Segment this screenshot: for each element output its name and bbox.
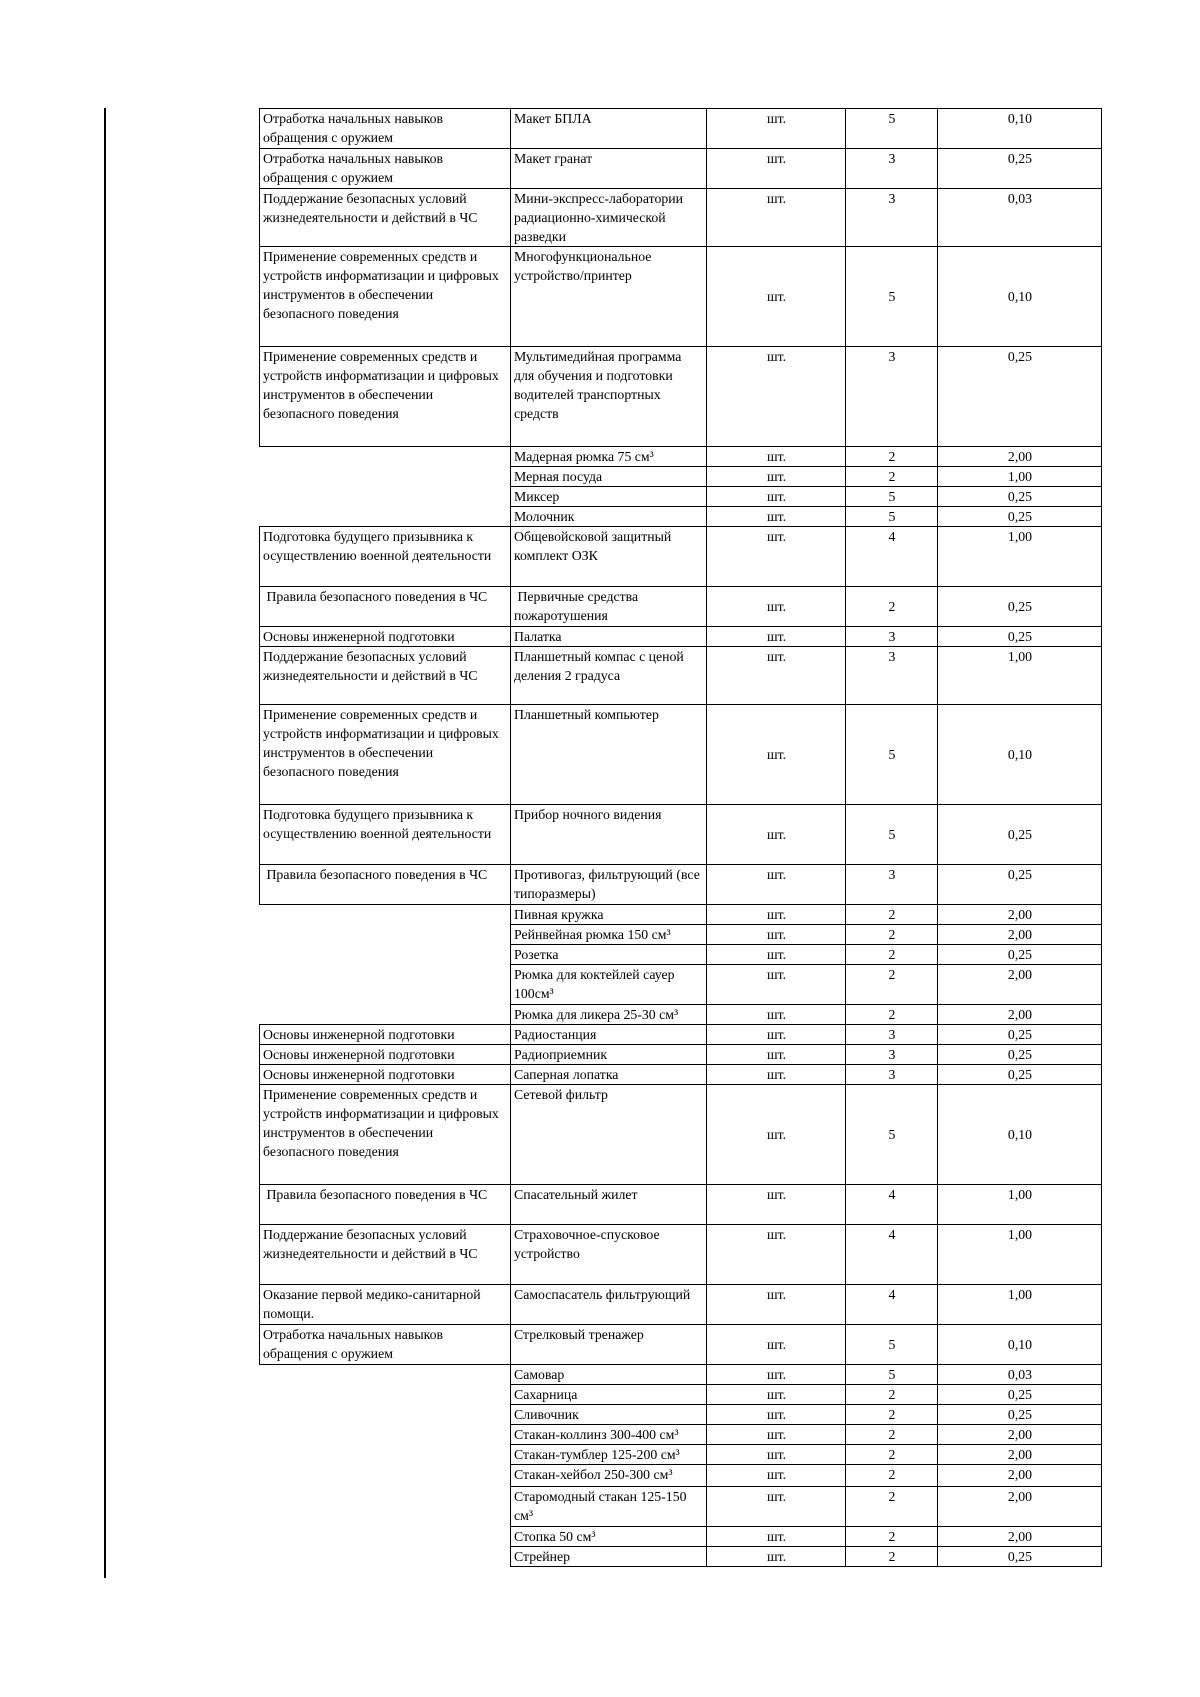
item-cell: Планшетный компьютер xyxy=(511,705,707,805)
quantity-cell: 2 xyxy=(846,1405,938,1425)
topic-cell: Поддержание безопасных условий жизнедеятельности и действий в ЧС xyxy=(260,1225,511,1285)
unit-cell: шт. xyxy=(707,149,846,189)
coefficient-cell: 2,00 xyxy=(938,925,1102,945)
coefficient-cell: 2,00 xyxy=(938,1445,1102,1465)
table-row xyxy=(260,1325,1102,1365)
quantity-cell: 2 xyxy=(846,587,938,627)
topic-cell: Поддержание безопасных условий жизнедеятельности и действий в ЧС xyxy=(260,647,511,705)
unit-cell: шт. xyxy=(707,965,846,1005)
unit-cell: шт. xyxy=(707,1445,846,1465)
coefficient-cell: 2,00 xyxy=(938,1425,1102,1445)
item-cell: Сахарница xyxy=(511,1385,707,1405)
quantity-cell: 3 xyxy=(846,1045,938,1065)
topic-cell: Отработка начальных навыков обращения с оружием xyxy=(260,1325,511,1365)
table-row xyxy=(260,587,1102,627)
table-row xyxy=(260,247,1102,347)
quantity-cell: 2 xyxy=(846,1385,938,1405)
coefficient-cell: 1,00 xyxy=(938,1185,1102,1225)
quantity-cell: 4 xyxy=(846,1285,938,1325)
topic-cell: Правила безопасного поведения в ЧС xyxy=(260,587,511,627)
unit-cell: шт. xyxy=(707,507,846,527)
item-cell: Мерная посуда xyxy=(511,467,707,487)
item-cell: Первичные средства пожаротушения xyxy=(511,587,707,627)
item-cell: Стакан-хейбол 250-300 см³ xyxy=(511,1465,707,1487)
topic-cell xyxy=(260,1365,511,1385)
topic-cell xyxy=(260,1005,511,1025)
table-row xyxy=(260,487,1102,507)
coefficient-cell: 1,00 xyxy=(938,1225,1102,1285)
coefficient-cell: 0,10 xyxy=(938,1085,1102,1185)
topic-cell: Правила безопасного поведения в ЧС xyxy=(260,1185,511,1225)
quantity-cell: 3 xyxy=(846,647,938,705)
table-row xyxy=(260,1487,1102,1527)
coefficient-cell: 0,25 xyxy=(938,945,1102,965)
coefficient-cell: 0,25 xyxy=(938,149,1102,189)
topic-cell: Применение современных средств и устройств информатизации и цифровых инструментов в обеспечении безопасного поведения xyxy=(260,247,511,347)
item-cell: Спасательный жилет xyxy=(511,1185,707,1225)
table-row xyxy=(260,1425,1102,1445)
coefficient-cell: 0,25 xyxy=(938,865,1102,905)
unit-cell: шт. xyxy=(707,1465,846,1487)
table-row xyxy=(260,1065,1102,1085)
item-cell: Мадерная рюмка 75 см³ xyxy=(511,447,707,467)
item-cell: Макет гранат xyxy=(511,149,707,189)
item-cell: Общевойсковой защитный комплект ОЗК xyxy=(511,527,707,587)
quantity-cell: 5 xyxy=(846,1365,938,1385)
item-cell: Радиостанция xyxy=(511,1025,707,1045)
unit-cell: шт. xyxy=(707,1365,846,1385)
table-row xyxy=(260,467,1102,487)
quantity-cell: 5 xyxy=(846,1325,938,1365)
coefficient-cell: 0,25 xyxy=(938,507,1102,527)
quantity-cell: 5 xyxy=(846,805,938,865)
item-cell: Сетевой фильтр xyxy=(511,1085,707,1185)
quantity-cell: 2 xyxy=(846,1465,938,1487)
table-row xyxy=(260,1005,1102,1025)
quantity-cell: 2 xyxy=(846,1547,938,1567)
coefficient-cell: 1,00 xyxy=(938,467,1102,487)
unit-cell: шт. xyxy=(707,467,846,487)
quantity-cell: 5 xyxy=(846,109,938,149)
coefficient-cell: 1,00 xyxy=(938,1285,1102,1325)
topic-cell: Отработка начальных навыков обращения с оружием xyxy=(260,109,511,149)
item-cell: Рейнвейная рюмка 150 см³ xyxy=(511,925,707,945)
unit-cell: шт. xyxy=(707,347,846,447)
table-row xyxy=(260,347,1102,447)
unit-cell: шт. xyxy=(707,1085,846,1185)
unit-cell: шт. xyxy=(707,705,846,805)
unit-cell: шт. xyxy=(707,647,846,705)
coefficient-cell: 2,00 xyxy=(938,1527,1102,1547)
coefficient-cell: 0,10 xyxy=(938,247,1102,347)
quantity-cell: 5 xyxy=(846,247,938,347)
quantity-cell: 2 xyxy=(846,1005,938,1025)
topic-cell: Правила безопасного поведения в ЧС xyxy=(260,865,511,905)
quantity-cell: 2 xyxy=(846,905,938,925)
item-cell: Палатка xyxy=(511,627,707,647)
topic-cell xyxy=(260,1547,511,1567)
unit-cell: шт. xyxy=(707,447,846,467)
item-cell: Мини-экспресс-лаборатории радиационно-химической разведки xyxy=(511,189,707,247)
coefficient-cell: 1,00 xyxy=(938,647,1102,705)
item-cell: Стрейнер xyxy=(511,1547,707,1567)
quantity-cell: 5 xyxy=(846,705,938,805)
item-cell: Мультимедийная программа для обучения и подготовки водителей транспортных средств xyxy=(511,347,707,447)
table-row xyxy=(260,1085,1102,1185)
unit-cell: шт. xyxy=(707,1005,846,1025)
equipment-table-container xyxy=(259,108,1101,1567)
unit-cell: шт. xyxy=(707,1025,846,1045)
table-row xyxy=(260,965,1102,1005)
topic-cell xyxy=(260,1405,511,1425)
coefficient-cell: 0,10 xyxy=(938,109,1102,149)
table-row xyxy=(260,1285,1102,1325)
coefficient-cell: 0,10 xyxy=(938,1325,1102,1365)
topic-cell xyxy=(260,925,511,945)
quantity-cell: 4 xyxy=(846,1225,938,1285)
coefficient-cell: 2,00 xyxy=(938,965,1102,1005)
topic-cell xyxy=(260,487,511,507)
coefficient-cell: 0,25 xyxy=(938,627,1102,647)
quantity-cell: 5 xyxy=(846,1085,938,1185)
unit-cell: шт. xyxy=(707,189,846,247)
table-row xyxy=(260,109,1102,149)
quantity-cell: 4 xyxy=(846,527,938,587)
topic-cell: Отработка начальных навыков обращения с оружием xyxy=(260,149,511,189)
equipment-table-body xyxy=(260,109,1102,1567)
quantity-cell: 3 xyxy=(846,347,938,447)
table-row xyxy=(260,1185,1102,1225)
topic-cell: Основы инженерной подготовки xyxy=(260,627,511,647)
table-row xyxy=(260,627,1102,647)
table-row xyxy=(260,447,1102,467)
item-cell: Самовар xyxy=(511,1365,707,1385)
quantity-cell: 2 xyxy=(846,1445,938,1465)
item-cell: Розетка xyxy=(511,945,707,965)
topic-cell xyxy=(260,1385,511,1405)
unit-cell: шт. xyxy=(707,865,846,905)
unit-cell: шт. xyxy=(707,805,846,865)
item-cell: Планшетный компас с ценой деления 2 градуса xyxy=(511,647,707,705)
unit-cell: шт. xyxy=(707,1547,846,1567)
coefficient-cell: 0,25 xyxy=(938,1065,1102,1085)
table-row xyxy=(260,527,1102,587)
coefficient-cell: 0,25 xyxy=(938,587,1102,627)
table-row xyxy=(260,1527,1102,1547)
table-row xyxy=(260,1225,1102,1285)
quantity-cell: 2 xyxy=(846,467,938,487)
item-cell: Прибор ночного видения xyxy=(511,805,707,865)
item-cell: Рюмка для коктейлей сауер 100см³ xyxy=(511,965,707,1005)
table-row xyxy=(260,945,1102,965)
table-row xyxy=(260,149,1102,189)
unit-cell: шт. xyxy=(707,1527,846,1547)
table-row xyxy=(260,1025,1102,1045)
table-row xyxy=(260,925,1102,945)
quantity-cell: 2 xyxy=(846,447,938,467)
coefficient-cell: 2,00 xyxy=(938,1465,1102,1487)
unit-cell: шт. xyxy=(707,627,846,647)
topic-cell xyxy=(260,905,511,925)
topic-cell: Основы инженерной подготовки xyxy=(260,1045,511,1065)
table-row xyxy=(260,905,1102,925)
item-cell: Макет БПЛА xyxy=(511,109,707,149)
item-cell: Сливочник xyxy=(511,1405,707,1425)
topic-cell xyxy=(260,1465,511,1487)
coefficient-cell: 0,25 xyxy=(938,1045,1102,1065)
left-margin-rule xyxy=(104,108,106,1578)
item-cell: Стакан-тумблер 125-200 см³ xyxy=(511,1445,707,1465)
quantity-cell: 3 xyxy=(846,865,938,905)
unit-cell: шт. xyxy=(707,1385,846,1405)
topic-cell: Подготовка будущего призывника к осуществлению военной деятельности xyxy=(260,527,511,587)
topic-cell xyxy=(260,447,511,467)
table-row xyxy=(260,805,1102,865)
coefficient-cell: 0,25 xyxy=(938,347,1102,447)
table-row xyxy=(260,507,1102,527)
quantity-cell: 2 xyxy=(846,1425,938,1445)
table-row xyxy=(260,1385,1102,1405)
coefficient-cell: 0,25 xyxy=(938,1025,1102,1045)
table-row xyxy=(260,865,1102,905)
unit-cell: шт. xyxy=(707,1185,846,1225)
quantity-cell: 3 xyxy=(846,1025,938,1045)
coefficient-cell: 0,03 xyxy=(938,189,1102,247)
equipment-table xyxy=(259,108,1102,1567)
item-cell: Страховочное-спусковое устройство xyxy=(511,1225,707,1285)
unit-cell: шт. xyxy=(707,1487,846,1527)
item-cell: Стрелковый тренажер xyxy=(511,1325,707,1365)
unit-cell: шт. xyxy=(707,905,846,925)
coefficient-cell: 0,25 xyxy=(938,487,1102,507)
topic-cell xyxy=(260,1425,511,1445)
quantity-cell: 5 xyxy=(846,487,938,507)
topic-cell: Подготовка будущего призывника к осуществлению военной деятельности xyxy=(260,805,511,865)
quantity-cell: 2 xyxy=(846,1487,938,1527)
table-row xyxy=(260,1445,1102,1465)
topic-cell: Основы инженерной подготовки xyxy=(260,1025,511,1045)
topic-cell xyxy=(260,1445,511,1465)
table-row xyxy=(260,1365,1102,1385)
unit-cell: шт. xyxy=(707,1045,846,1065)
unit-cell: шт. xyxy=(707,247,846,347)
coefficient-cell: 0,25 xyxy=(938,1405,1102,1425)
quantity-cell: 5 xyxy=(846,507,938,527)
topic-cell: Применение современных средств и устройств информатизации и цифровых инструментов в обеспечении безопасного поведения xyxy=(260,1085,511,1185)
unit-cell: шт. xyxy=(707,487,846,507)
coefficient-cell: 1,00 xyxy=(938,527,1102,587)
quantity-cell: 3 xyxy=(846,189,938,247)
coefficient-cell: 0,25 xyxy=(938,1547,1102,1567)
unit-cell: шт. xyxy=(707,925,846,945)
coefficient-cell: 0,25 xyxy=(938,1385,1102,1405)
coefficient-cell: 2,00 xyxy=(938,1487,1102,1527)
quantity-cell: 4 xyxy=(846,1185,938,1225)
unit-cell: шт. xyxy=(707,1325,846,1365)
topic-cell xyxy=(260,507,511,527)
coefficient-cell: 2,00 xyxy=(938,447,1102,467)
topic-cell xyxy=(260,1527,511,1547)
item-cell: Самоспасатель фильтрующий xyxy=(511,1285,707,1325)
table-row xyxy=(260,1405,1102,1425)
quantity-cell: 3 xyxy=(846,1065,938,1085)
table-row xyxy=(260,1045,1102,1065)
table-row xyxy=(260,1547,1102,1567)
topic-cell xyxy=(260,965,511,1005)
unit-cell: шт. xyxy=(707,1425,846,1445)
table-row xyxy=(260,189,1102,247)
item-cell: Миксер xyxy=(511,487,707,507)
table-row xyxy=(260,647,1102,705)
topic-cell: Применение современных средств и устройств информатизации и цифровых инструментов в обеспечении безопасного поведения xyxy=(260,347,511,447)
coefficient-cell: 2,00 xyxy=(938,905,1102,925)
coefficient-cell: 2,00 xyxy=(938,1005,1102,1025)
item-cell: Молочник xyxy=(511,507,707,527)
topic-cell: Основы инженерной подготовки xyxy=(260,1065,511,1085)
table-row xyxy=(260,705,1102,805)
item-cell: Старомодный стакан 125-150 см³ xyxy=(511,1487,707,1527)
topic-cell: Применение современных средств и устройств информатизации и цифровых инструментов в обеспечении безопасного поведения xyxy=(260,705,511,805)
unit-cell: шт. xyxy=(707,1405,846,1425)
unit-cell: шт. xyxy=(707,1065,846,1085)
unit-cell: шт. xyxy=(707,1225,846,1285)
item-cell: Радиоприемник xyxy=(511,1045,707,1065)
item-cell: Стопка 50 см³ xyxy=(511,1527,707,1547)
unit-cell: шт. xyxy=(707,109,846,149)
coefficient-cell: 0,03 xyxy=(938,1365,1102,1385)
item-cell: Противогаз, фильтрующий (все типоразмеры) xyxy=(511,865,707,905)
quantity-cell: 2 xyxy=(846,945,938,965)
item-cell: Саперная лопатка xyxy=(511,1065,707,1085)
quantity-cell: 2 xyxy=(846,1527,938,1547)
unit-cell: шт. xyxy=(707,527,846,587)
topic-cell: Поддержание безопасных условий жизнедеятельности и действий в ЧС xyxy=(260,189,511,247)
item-cell: Рюмка для ликера 25-30 см³ xyxy=(511,1005,707,1025)
coefficient-cell: 0,25 xyxy=(938,805,1102,865)
item-cell: Стакан-коллинз 300-400 см³ xyxy=(511,1425,707,1445)
unit-cell: шт. xyxy=(707,1285,846,1325)
quantity-cell: 3 xyxy=(846,627,938,647)
coefficient-cell: 0,10 xyxy=(938,705,1102,805)
quantity-cell: 2 xyxy=(846,965,938,1005)
item-cell: Пивная кружка xyxy=(511,905,707,925)
quantity-cell: 2 xyxy=(846,925,938,945)
topic-cell xyxy=(260,945,511,965)
topic-cell: Оказание первой медико-санитарной помощи. xyxy=(260,1285,511,1325)
table-row xyxy=(260,1465,1102,1487)
topic-cell xyxy=(260,467,511,487)
unit-cell: шт. xyxy=(707,587,846,627)
topic-cell xyxy=(260,1487,511,1527)
unit-cell: шт. xyxy=(707,945,846,965)
item-cell: Многофункциональное устройство/принтер xyxy=(511,247,707,347)
quantity-cell: 3 xyxy=(846,149,938,189)
